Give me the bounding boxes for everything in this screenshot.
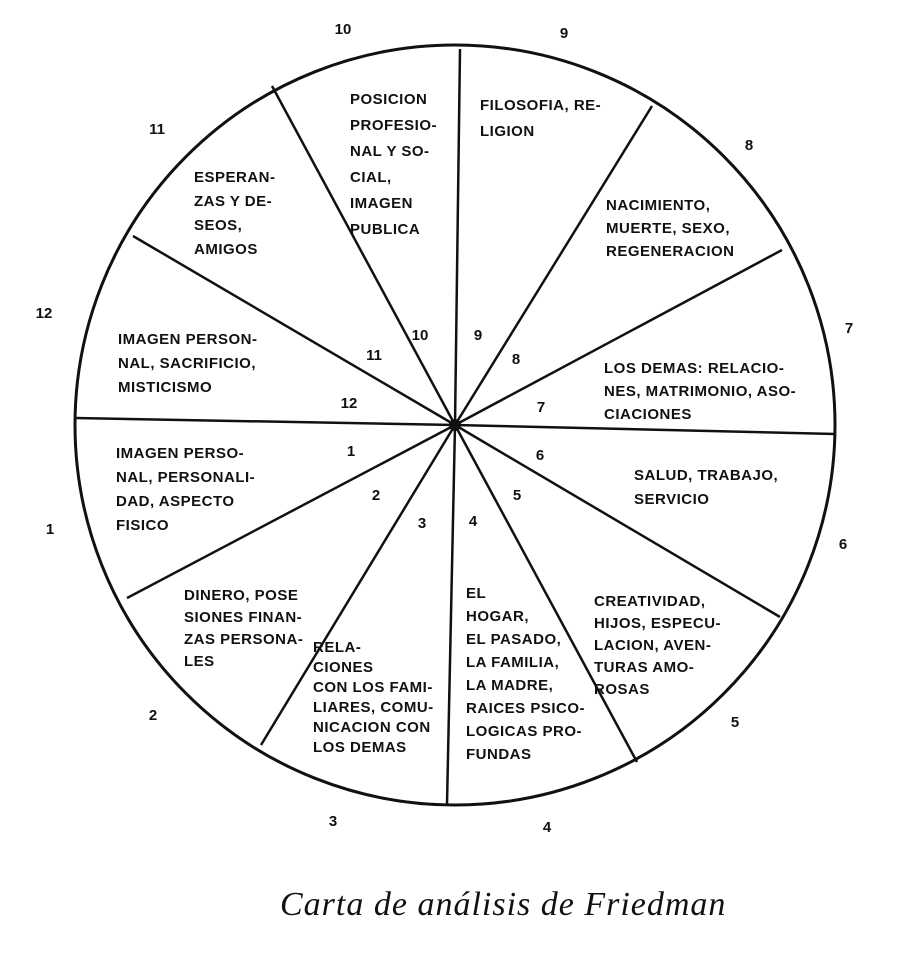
house-3-outer-number: 3 [328,813,338,830]
house-1-label [116,445,255,534]
house-label-line: MISTICISMO [118,379,213,396]
house-label-line: POSICION [350,91,428,108]
house-5-outer-number: 5 [730,714,740,731]
house-11-inner-number: 11 [366,347,382,364]
house-label-line: NACIMIENTO, [606,197,711,214]
house-2-inner-number: 2 [371,487,381,504]
house-4-inner-number: 4 [468,513,478,530]
house-12-label [118,331,258,396]
house-6-inner-number: 6 [535,447,545,464]
house-8-outer-number: 8 [744,137,754,154]
house-label-line: NES, MATRIMONIO, ASO- [604,383,797,400]
house-label-line: TURAS AMO- [594,659,695,676]
house-8-label [606,197,735,260]
house-label-line: NICACION CON [313,719,431,736]
house-label-line: ROSAS [594,681,650,698]
inner-house-numbers [341,327,546,532]
house-4-label [466,585,585,763]
house-1-outer-number: 1 [45,521,55,538]
house-11-label [194,169,276,258]
house-label-line: SEOS, [194,217,243,234]
house-label-line: LOS DEMAS [313,739,407,756]
house-label-line: CIAL, [350,169,392,186]
house-label-line: CIACIONES [604,406,692,423]
house-10-outer-number: 10 [334,21,352,38]
house-label-line: AMIGOS [194,241,258,258]
house-3-inner-number: 3 [417,515,427,532]
house-5-label [594,593,721,698]
house-label-line: REGENERACION [606,243,735,260]
house-12-outer-number: 12 [35,305,53,322]
house-8-inner-number: 8 [511,351,521,368]
house-9-label [480,97,601,140]
house-label-line: LOGICAS PRO- [466,723,583,740]
house-label-line: CON LOS FAMI- [313,679,433,696]
house-label-line: IMAGEN PERSON- [118,331,258,348]
house-label-line: CIONES [313,659,374,676]
house-label-line: IMAGEN [350,195,413,212]
house-label-line: ESPERAN- [194,169,276,186]
house-7-outer-number: 7 [844,320,854,337]
house-12-inner-number: 12 [340,395,358,412]
house-7-label [604,360,796,423]
house-10-inner-number: 10 [411,327,429,344]
house-label-line: EL PASADO, [466,631,562,648]
house-label-line: LIGION [480,123,535,140]
house-label-line: FILOSOFIA, RE- [480,97,602,114]
house-1-inner-number: 1 [346,443,356,460]
house-label-line: IMAGEN PERSO- [116,445,245,462]
house-divider [455,49,460,425]
house-divider [447,425,455,804]
house-label-line: RAICES PSICO- [466,700,586,717]
diagram-caption: Carta de análisis de Friedman [280,886,727,923]
house-divider [75,418,455,425]
house-label-line: EL [466,585,487,602]
house-label-line: LIARES, COMU- [313,699,434,716]
house-9-outer-number: 9 [559,25,569,42]
house-label-line: HOGAR, [466,608,529,625]
house-label-line: NAL, SACRIFICIO, [118,355,256,372]
house-11-outer-number: 11 [149,121,165,138]
house-6-label [634,467,778,508]
house-label-line: LOS DEMAS: RELACIO- [604,360,785,377]
house-label-line: MUERTE, SEXO, [606,220,731,237]
house-label-line: LES [184,653,215,670]
house-4-outer-number: 4 [542,819,552,836]
house-label-line: ZAS PERSONA- [184,631,304,648]
house-9-inner-number: 9 [473,327,483,344]
house-label-line: DAD, ASPECTO [116,493,235,510]
house-label-line: SALUD, TRABAJO, [634,467,779,484]
house-divider [455,425,780,617]
house-label-line: ZAS Y DE- [194,193,273,210]
house-3-label [313,639,434,756]
house-label-line: LA MADRE, [466,677,554,694]
house-label-line: SERVICIO [634,491,710,508]
house-label-line: NAL, PERSONALI- [116,469,256,486]
house-divider [455,425,835,434]
house-label-line: NAL Y SO- [350,143,430,160]
house-7-inner-number: 7 [536,399,546,416]
house-divider [455,106,652,425]
center-dot [449,419,461,431]
house-label-line: DINERO, POSE [184,587,299,604]
house-label-line: RELA- [313,639,362,656]
house-divider [261,425,455,745]
house-5-inner-number: 5 [512,487,522,504]
house-label-line: FUNDAS [466,746,532,763]
house-label-line: SIONES FINAN- [184,609,303,626]
house-label-line: LACION, AVEN- [594,637,712,654]
house-label-line: FISICO [116,517,170,534]
house-label-line: PROFESIO- [350,117,438,134]
house-divider [272,86,455,425]
outer-house-numbers [36,21,854,836]
house-6-outer-number: 6 [838,536,848,553]
house-label-line: CREATIVIDAD, [594,593,706,610]
house-label-line: LA FAMILIA, [466,654,560,671]
house-10-label [350,91,437,238]
house-label-line: HIJOS, ESPECU- [594,615,722,632]
house-label-line: PUBLICA [350,221,421,238]
house-2-label [184,587,303,670]
house-2-outer-number: 2 [148,707,158,724]
